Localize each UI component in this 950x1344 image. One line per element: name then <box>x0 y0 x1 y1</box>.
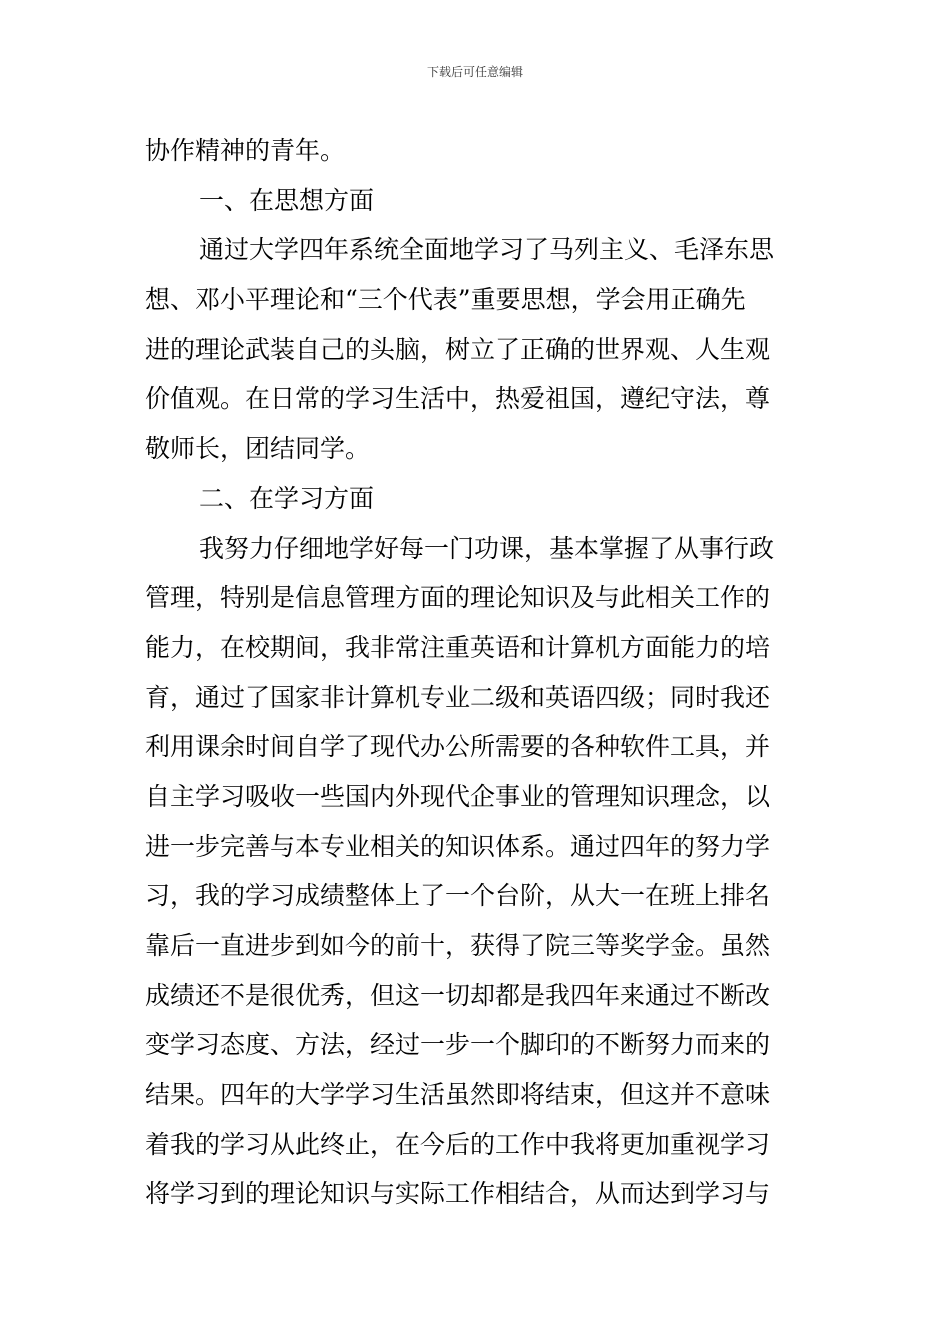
text-line: 进的理论武装自己的头脑，树立了正确的世界观、人生观 <box>145 334 771 364</box>
text-line: 利用课余时间自学了现代办公所需要的各种软件工具，并 <box>145 732 771 762</box>
document-body <box>145 126 809 1219</box>
text-line: 靠后一直进步到如今的前十，获得了院三等奖学金。虽然 <box>145 931 771 960</box>
text-line: 协作精神的青年。 <box>145 136 346 165</box>
text-line: 自主学习吸收一些国内外现代企事业的管理知识理念，以 <box>145 781 771 811</box>
text-line: 价值观。在日常的学习生活中，热爱祖国，遵纪守法，尊 <box>145 384 771 414</box>
text-line: 习，我的学习成绩整体上了一个台阶，从大一在班上排名 <box>145 881 771 911</box>
text-line: 将学习到的理论知识与实际工作相结合，从而达到学习与 <box>145 1179 771 1209</box>
text-line: 能力，在校期间，我非常注重英语和计算机方面能力的培 <box>145 632 771 662</box>
text-line: 成绩还不是很优秀，但这一切却都是我四年来通过不断改 <box>145 980 771 1010</box>
text-line: 一、在思想方面 <box>199 185 375 215</box>
text-line: 管理，特别是信息管理方面的理论知识及与此相关工作的 <box>145 583 771 613</box>
text-line: 我努力仔细地学好每一门功课，基本掌握了从事行政 <box>199 533 775 563</box>
text-line: 敬师长，团结同学。 <box>145 434 371 464</box>
text-line: 进一步完善与本专业相关的知识体系。通过四年的努力学 <box>145 831 771 861</box>
text-line: 结果。四年的大学学习生活虽然即将结束，但这并不意味 <box>145 1080 771 1110</box>
text-line: 二、在学习方面 <box>199 483 375 513</box>
text-line: 变学习态度、方法，经过一步一个脚印的不断努力而来的 <box>145 1030 771 1060</box>
text-line: 想、邓小平理论和“三个代表”重要思想，学会用正确先 <box>145 285 746 315</box>
text-line: 通过大学四年系统全面地学习了马列主义、毛泽东思 <box>199 235 775 265</box>
text-line: 育，通过了国家非计算机专业二级和英语四级；同时我还 <box>145 682 771 712</box>
text-line: 着我的学习从此终止，在今后的工作中我将更加重视学习 <box>145 1129 771 1159</box>
page-header: 下载后可任意编辑 <box>426 65 523 79</box>
